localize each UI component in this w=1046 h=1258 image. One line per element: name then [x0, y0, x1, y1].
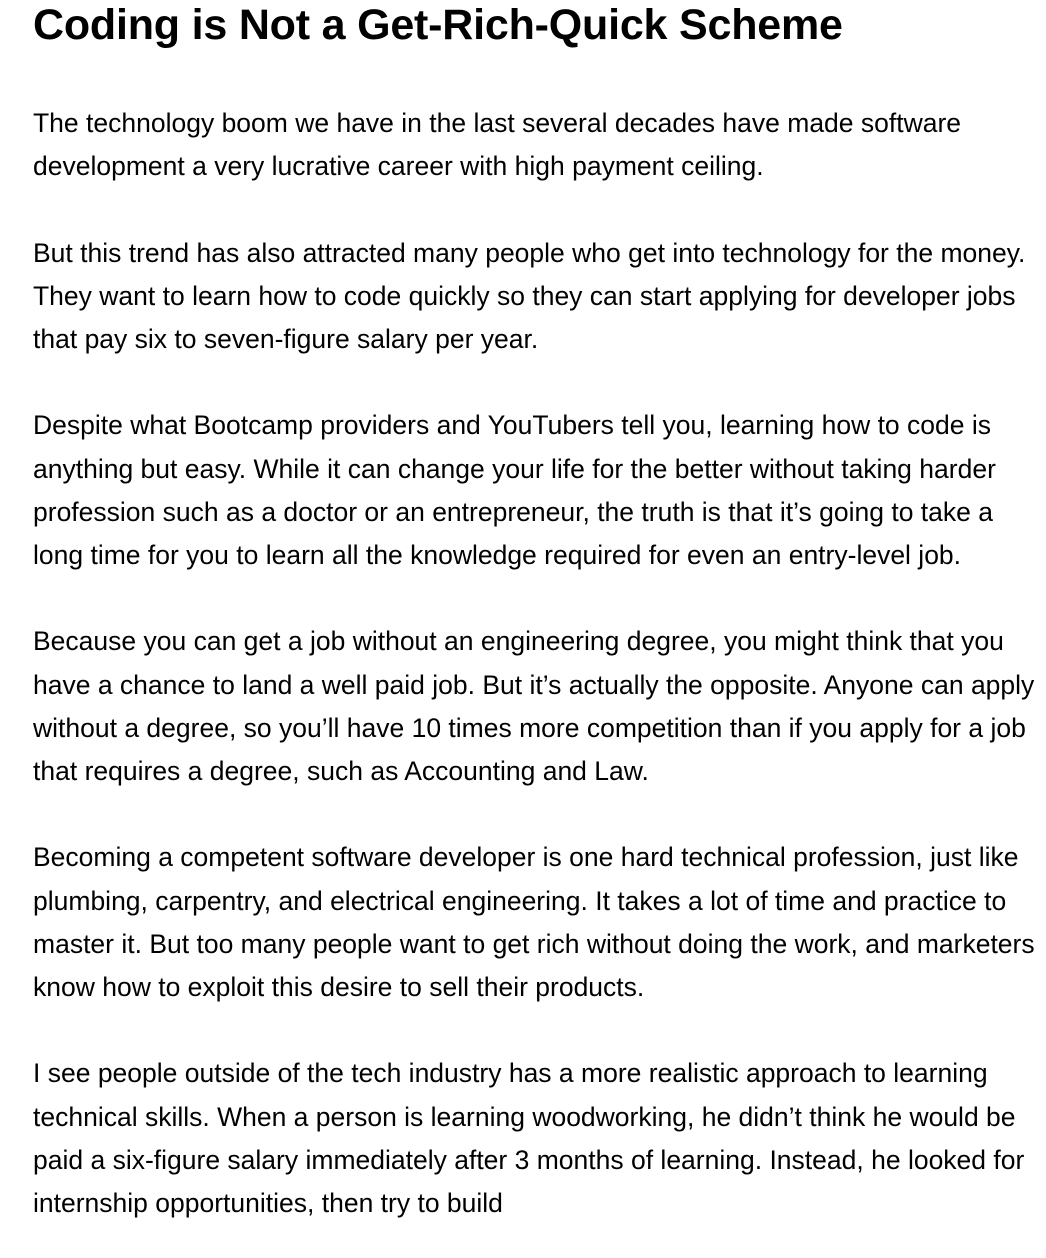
paragraph: Because you can get a job without an engineering degree, you might think that you have a chance to land a well paid job. But it’s actually the opposite. Anyone can apply without a degree, so you’ll have 10 times more competition than if you apply for a job that requires a degree, such as Accounting and Law.	[33, 626, 1035, 786]
spacer	[33, 49, 1038, 102]
article	[33, 0, 1038, 1225]
spacer	[33, 793, 1038, 836]
paragraph: The technology boom we have in the last several decades have made software development a very lucrative career with high payment ceiling.	[33, 108, 962, 182]
paragraph: But this trend has also attracted many people who get into technology for the money. They want to learn how to code quickly so they can start applying for developer jobs that pay six to seven-figure salary per year.	[33, 237, 1026, 354]
spacer	[33, 188, 1038, 231]
paragraph: Despite what Bootcamp providers and YouTubers tell you, learning how to code is anything but easy. While it can change your life for the better without taking harder profession such as a doctor or an entrepreneur, the truth is that it’s going to take a long time for you to learn all the knowledge required for even an entry-level job.	[33, 410, 996, 570]
paragraph: Becoming a competent software developer is one hard technical profession, just like plumbing, carpentry, and electrical engineering. It takes a lot of time and practice to master it. But too many people want to get rich without doing the work, and marketers know how to exploit this desire to sell their products.	[33, 842, 1035, 1002]
spacer	[33, 1009, 1038, 1052]
article-title: Coding is Not a Get-Rich-Quick Scheme	[33, 1, 843, 49]
spacer	[33, 361, 1038, 404]
spacer	[33, 577, 1038, 620]
paragraph: I see people outside of the tech industry has a more realistic approach to learning technical skills. When a person is learning woodworking, he didn’t think he would be paid a six-figure salary immediately after 3 months of learning. Instead, he looked for internship opportunities, then try to build	[33, 1058, 1025, 1218]
